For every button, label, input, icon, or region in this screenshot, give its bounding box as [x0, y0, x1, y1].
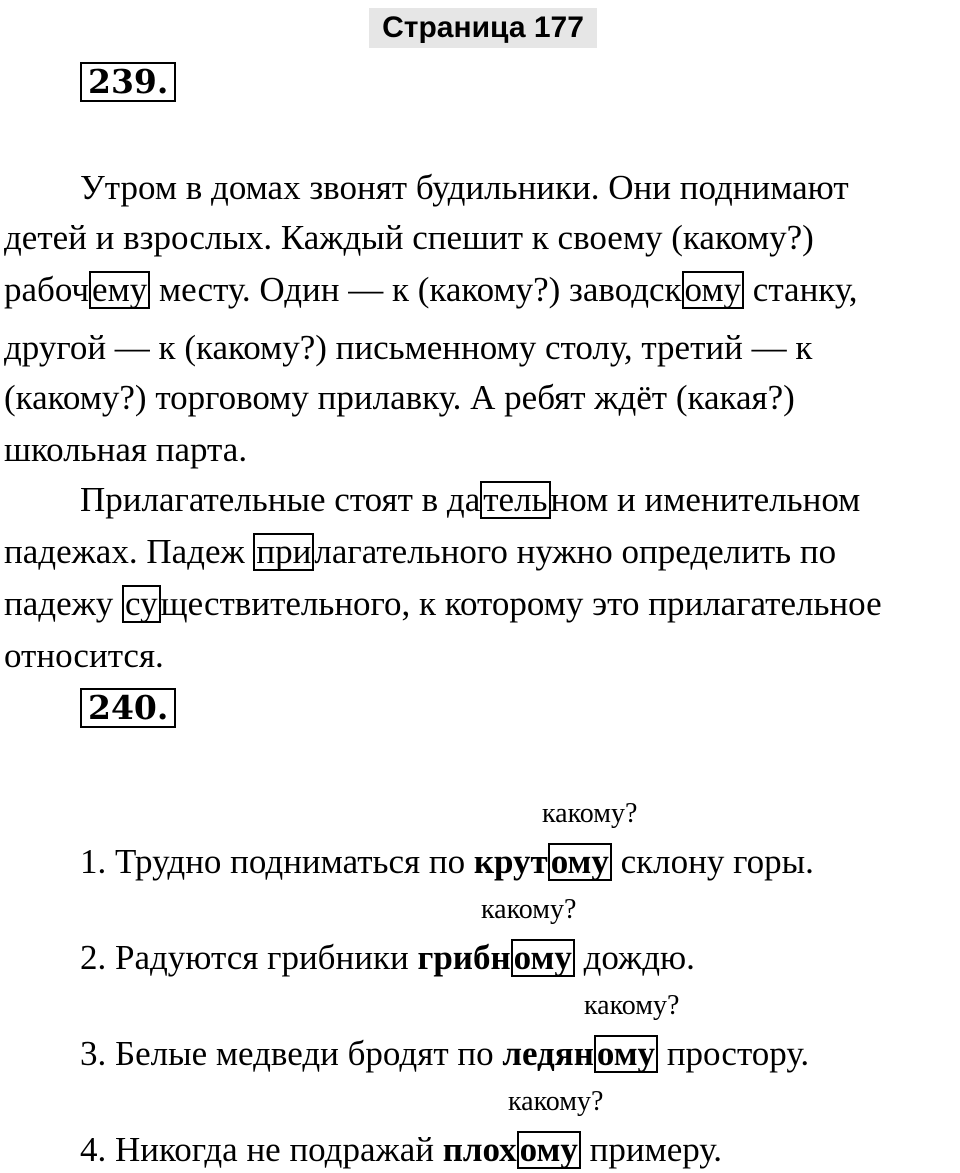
adjective-stem: грибн: [417, 938, 511, 977]
boxed-ending: ому: [517, 1131, 581, 1169]
boxed-suffix: тель: [480, 481, 550, 519]
question-label-1: какому?: [542, 798, 638, 829]
sentence-text: простору.: [658, 1034, 810, 1073]
sentence-1: [80, 842, 814, 882]
sentence-4: [80, 1130, 722, 1170]
question-label-4: какому?: [508, 1086, 604, 1117]
sentence-text: 1. Трудно подниматься по: [80, 842, 474, 881]
text-line-5: [4, 378, 795, 418]
boxed-prefix: при: [253, 533, 314, 571]
question-label-3: какому?: [584, 990, 680, 1021]
text-segment: относится.: [4, 636, 164, 675]
boxed-ending: ому: [548, 843, 612, 881]
adjective-stem: плох: [442, 1130, 517, 1169]
boxed-ending: ому: [511, 939, 575, 977]
text-segment: школьная парта.: [4, 430, 248, 469]
text-segment: лагательного нужно определить по: [314, 532, 837, 571]
sentence-text: примеру.: [580, 1130, 723, 1169]
text-line-4: [4, 328, 812, 368]
text-line-1: [80, 168, 849, 208]
boxed-ending: ему: [89, 271, 150, 309]
boxed-ending: ому: [594, 1035, 658, 1073]
text-line-9: [4, 584, 882, 624]
exercise-number-239: [80, 62, 176, 102]
boxed-syllable: су: [122, 585, 161, 623]
text-segment: детей и взрослых. Каждый спешит к своему (какому?): [4, 218, 814, 257]
page-title: Страница 177: [369, 8, 597, 48]
text-line-10: [4, 636, 164, 676]
sentence-text: 4. Никогда не подражай: [80, 1130, 443, 1169]
exercise-number-text: 239: [88, 62, 157, 101]
adjective-stem: крут: [473, 842, 548, 881]
exercise-number-dot: .: [156, 688, 169, 727]
sentence-text: дождю.: [574, 938, 695, 977]
text-segment: (какому?) торговому прилавку. А ребят ждёт (какая?): [4, 378, 795, 417]
question-label-2: какому?: [481, 894, 577, 925]
boxed-ending: ому: [682, 271, 744, 309]
text-segment: станку,: [744, 270, 858, 309]
text-segment: другой — к (какому?) письменному столу, третий — к: [4, 328, 813, 367]
sentence-text: склону горы.: [611, 842, 814, 881]
text-segment: падежах. Падеж: [4, 532, 254, 571]
text-segment: рабоч: [4, 270, 90, 309]
text-line-6: [4, 430, 247, 470]
exercise-number-240: [80, 688, 176, 728]
text-segment: падежу: [4, 584, 123, 623]
sentence-text: 2. Радуются грибники: [80, 938, 418, 977]
text-line-3: [4, 270, 858, 310]
text-line-2: [4, 218, 814, 258]
text-segment: месту. Один — к (какому?) заводск: [150, 270, 682, 309]
text-segment: ществительного, к которому это прилагательное: [160, 584, 882, 623]
sentence-3: [80, 1034, 809, 1074]
text-segment: ном и именительном: [550, 480, 861, 519]
adjective-stem: ледян: [502, 1034, 594, 1073]
sentence-2: [80, 938, 695, 978]
text-line-7: [80, 480, 860, 520]
sentence-text: 3. Белые медведи бродят по: [80, 1034, 503, 1073]
exercise-number-dot: .: [156, 62, 169, 101]
text-segment: Утром в домах звонят будильники. Они поднимают: [80, 168, 849, 207]
exercise-number-text: 240: [88, 688, 157, 727]
text-segment: Прилагательные стоят в да: [80, 480, 481, 519]
text-line-8: [4, 532, 836, 572]
